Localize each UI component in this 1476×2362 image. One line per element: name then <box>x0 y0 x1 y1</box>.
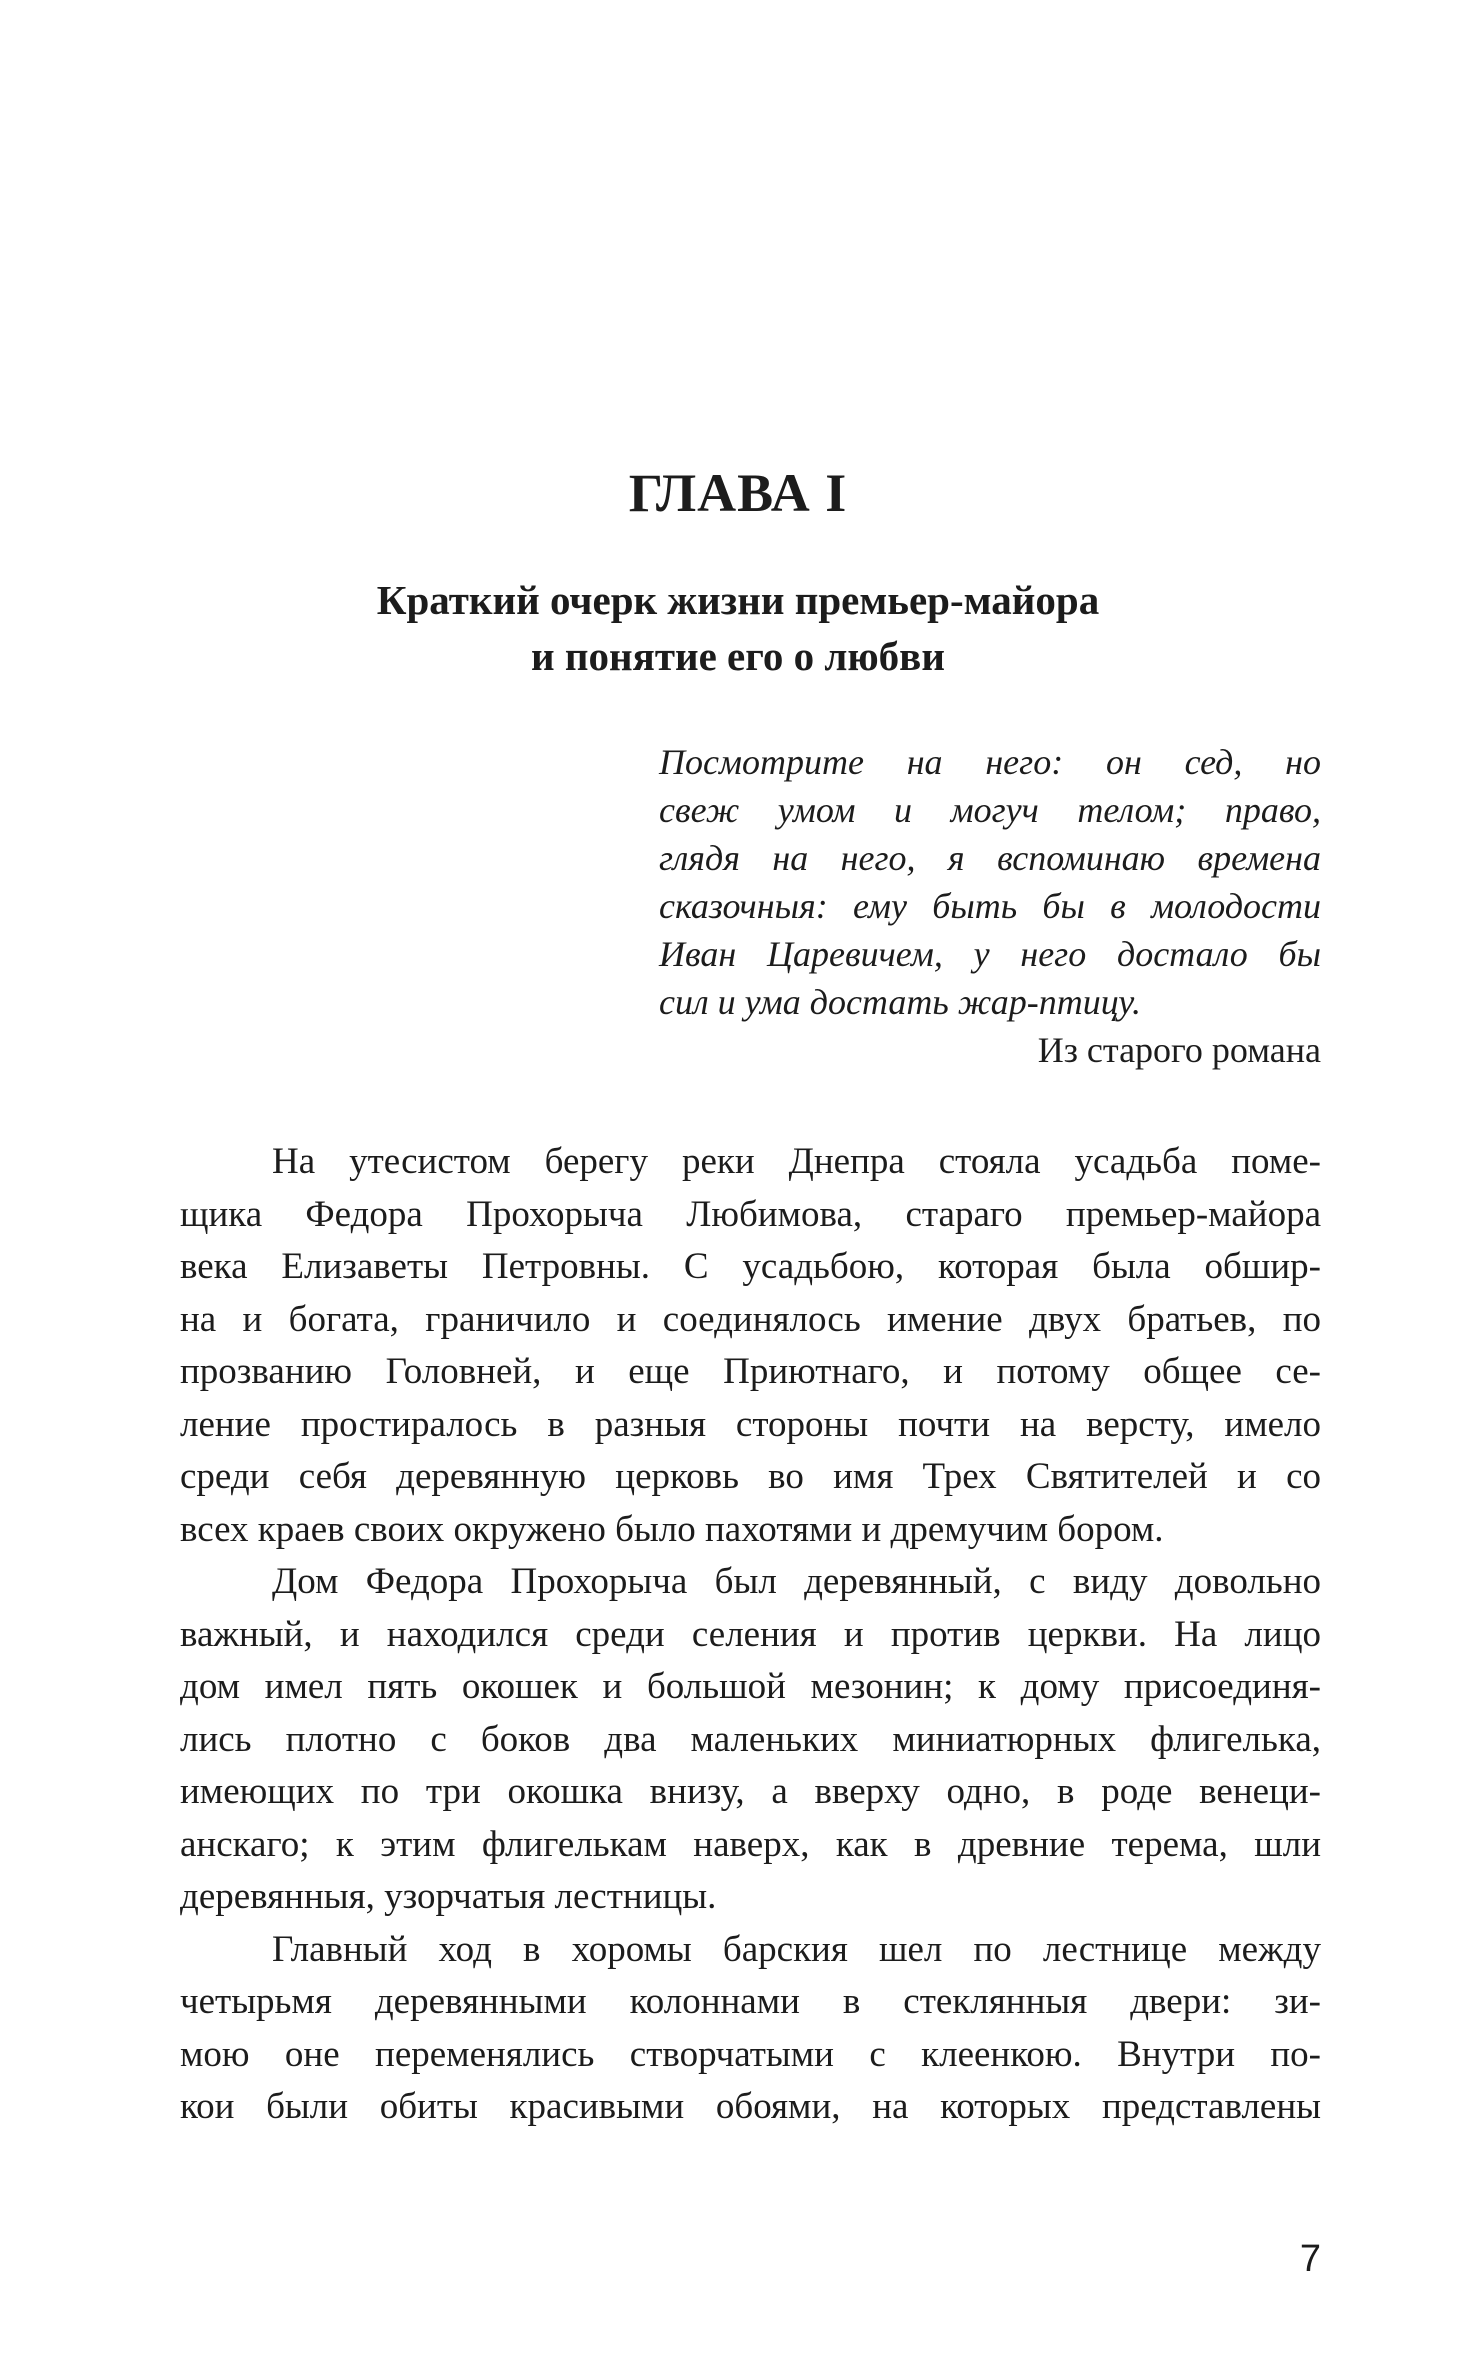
text-line: мою оне переменялись створчатыми с клеенкою. Внутри по- <box>180 2033 1321 2075</box>
text-line: века Елизаветы Петровны. С усадьбою, которая была обшир- <box>180 1246 1321 1287</box>
text-line: четырьмя деревянными колоннами в стеклянныя двери: зи- <box>180 1981 1321 2022</box>
epigraph <box>659 738 1321 1074</box>
epigraph-line: сказочныя: ему быть бы в молодости <box>659 886 1321 926</box>
text-line: важный, и находился среди селения и против церкви. На лицо <box>180 1613 1321 1655</box>
text-line: кои были обиты красивыми обоями, на которых представлены <box>180 2086 1321 2127</box>
text-line: Дом Федора Прохорыча был деревянный, с виду довольно <box>272 1561 1321 1602</box>
text-line: прозванию Головней, и еще Приютнаго, и потому общее се- <box>180 1351 1321 1392</box>
text-line: На утесистом берегу реки Днепра стояла усадьба поме- <box>272 1141 1321 1182</box>
text-line: щика Федора Прохорыча Любимова, стараго премьер-майора <box>180 1193 1321 1235</box>
epigraph-line: сил и ума достать жар-птицу. <box>659 982 1141 1022</box>
body-text <box>180 1136 1321 2134</box>
epigraph-source: Из старого романа <box>1037 1030 1321 1070</box>
paragraph <box>180 1556 1321 1924</box>
text-line: анскаго; к этим флигелькам наверх, как в древние терема, шли <box>180 1823 1321 1865</box>
epigraph-line: Посмотрите на него: он сед, но <box>659 742 1321 782</box>
text-line: деревянныя, узорчатыя лестницы. <box>180 1876 717 1917</box>
text-line: дом имел пять окошек и большой мезонин; к дому присоединя- <box>180 1666 1321 1707</box>
epigraph-line: глядя на него, я вспоминаю времена <box>659 838 1321 878</box>
chapter-subtitle-line: Краткий очерк жизни премьер-майора <box>376 577 1100 623</box>
text-line: Главный ход в хоромы барския шел по лестнице между <box>272 1928 1321 1970</box>
epigraph-line: Иван Царевичем, у него достало бы <box>659 934 1321 974</box>
text-line: имеющих по три окошка внизу, а вверху одно, в роде венеци- <box>180 1771 1321 1812</box>
chapter-subtitle <box>0 572 1476 684</box>
epigraph-line: свеж умом и могуч телом; право, <box>659 790 1321 830</box>
page-number: 7 <box>1299 2238 1321 2280</box>
text-line: всех краев своих окружено было пахотями и дремучим бором. <box>180 1508 1164 1550</box>
text-line: среди себя деревянную церковь во имя Трех Святителей и со <box>180 1456 1321 1497</box>
paragraph <box>180 1136 1321 1556</box>
text-line: на и богата, граничило и соединялось имение двух братьев, по <box>180 1298 1321 1340</box>
text-line: лись плотно с боков два маленьких миниатюрных флигелька, <box>180 1718 1321 1760</box>
chapter-title: ГЛАВА I <box>628 463 848 523</box>
text-line: ление простиралось в разныя стороны почти на версту, имело <box>180 1403 1321 1445</box>
chapter-subtitle-line: и понятие его о любви <box>531 633 945 679</box>
paragraph <box>180 1924 1321 2134</box>
